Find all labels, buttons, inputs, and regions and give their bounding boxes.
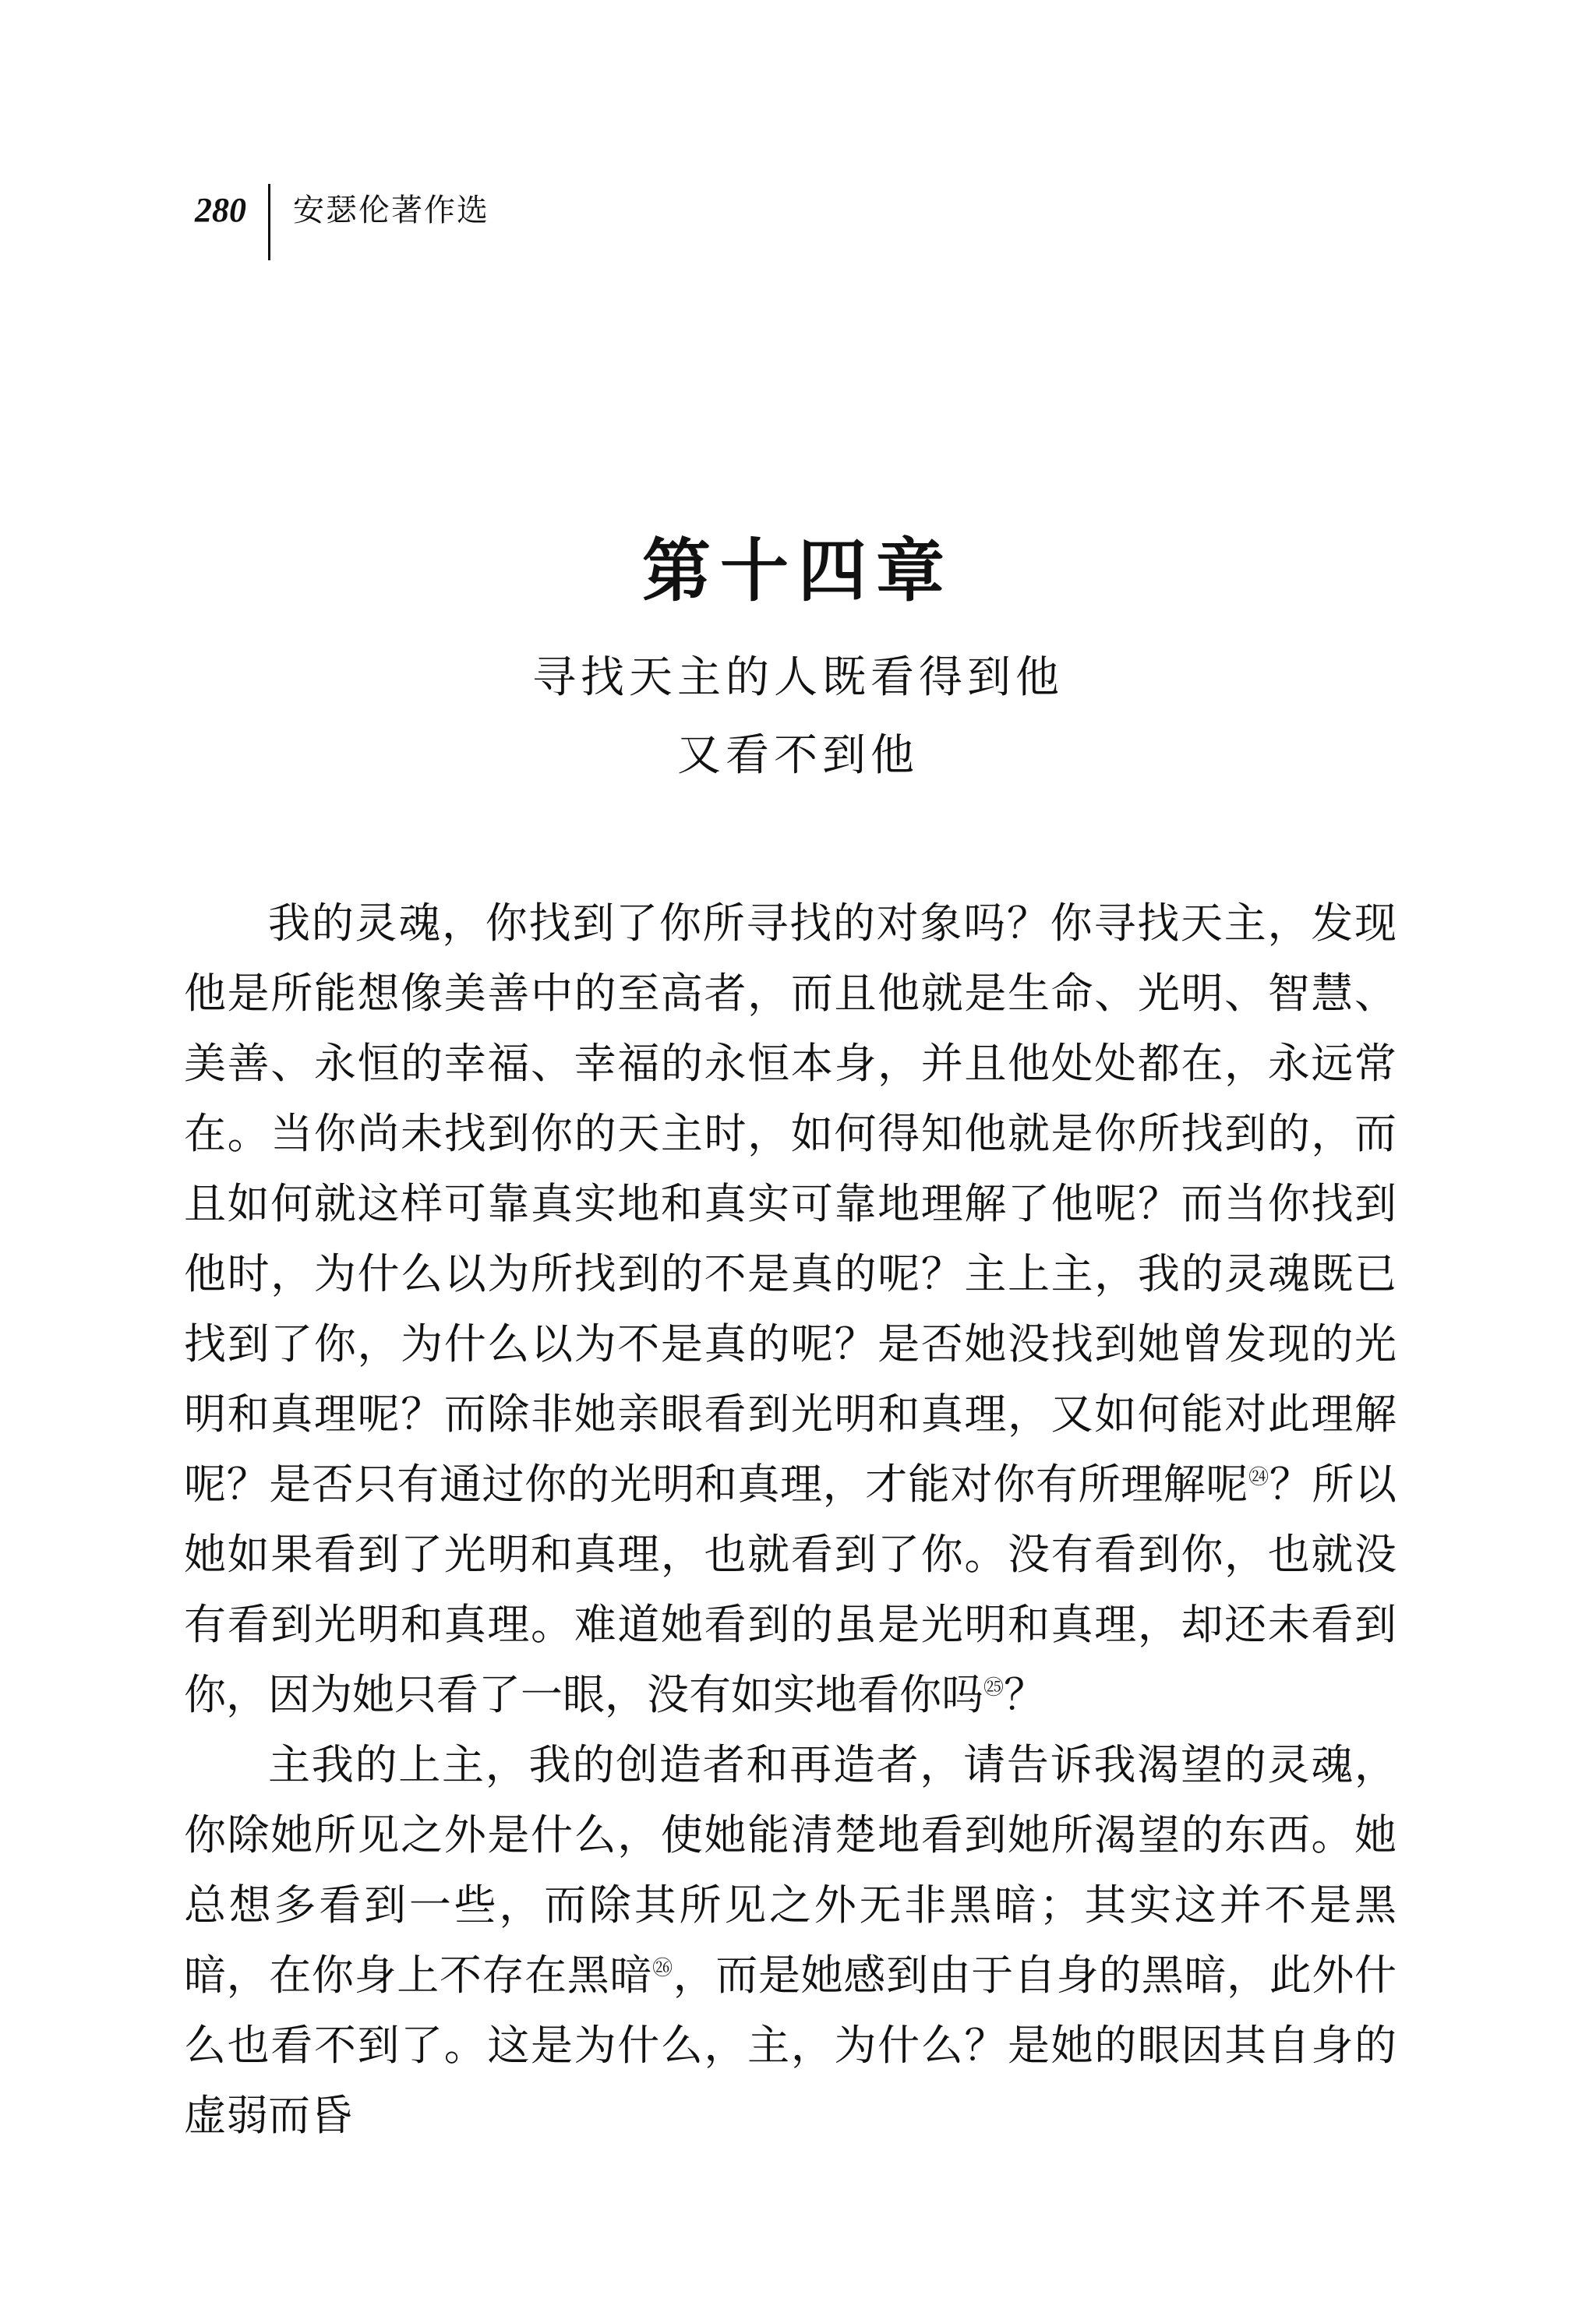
paragraph-1-text-b: ？所以她如果看到了光明和真理，也就看到了你。没有看到你，也就没有看到光明和真理。难道她看到的虽是光明和真理，却还未看到你，因为她只看了一眼，没有如实地看你吗 (184, 1460, 1397, 1719)
book-title: 安瑟伦著作选 (293, 192, 489, 228)
header-divider (268, 184, 270, 260)
page-number: 280 (195, 191, 246, 229)
footnote-marker-26: ㉖ (652, 1957, 673, 1980)
paragraph-2-text-a: 主我的上主，我的创造者和再造者，请告诉我渴望的灵魂，你除她所见之外是什么，使她能清楚地看到她所渴望的东西。她总想多看到一些，而除其所见之外无非黑暗；其实这并不是黑暗，在你身上不存在黑暗 (184, 1740, 1396, 2000)
body-text (184, 888, 1396, 2151)
chapter-title: 第十四章 (641, 531, 954, 611)
footnote-marker-25: ㉕ (983, 1676, 1005, 1700)
footnote-marker-24: ㉔ (1248, 1466, 1269, 1489)
paragraph-1-text-a: 我的灵魂，你找到了你所寻找的对象吗？你寻找天主，发现他是所能想像美善中的至高者，而且他就是生命、光明、智慧、美善、永恒的幸福、幸福的永恒本身，并且他处处都在，永远常在。当你尚未找到你的天主时，如何得知他就是你所找到的，而且如何就这样可靠真实地和真实可靠地理解了他呢？而当你找到他时，为什么以为所找到的不是真的呢？主上主，我的灵魂既已找到了你，为什么以为不是真的呢？是否她没找到她曾发现的光明和真理呢？而除非她亲眼看到光明和真理，又如何能对此理解呢？是否只有通过你的光明和真理，才能对你有所理解呢 (184, 899, 1396, 1509)
chapter-subtitle-line-1: 寻找天主的人既看得到他 (532, 652, 1064, 703)
paragraph-2-text-b: ，而是她感到由于自身的黑暗，此外什么也看不到了。这是为什么，主，为什么？是她的眼因其自身的虚弱而昏 (184, 1951, 1397, 2140)
paragraph-1-text-c: ？ (1004, 1670, 1047, 1719)
chapter-subtitle-line-2: 又看不到他 (677, 730, 919, 781)
paragraph-1 (184, 888, 1396, 1730)
paragraph-2 (184, 1730, 1396, 2151)
